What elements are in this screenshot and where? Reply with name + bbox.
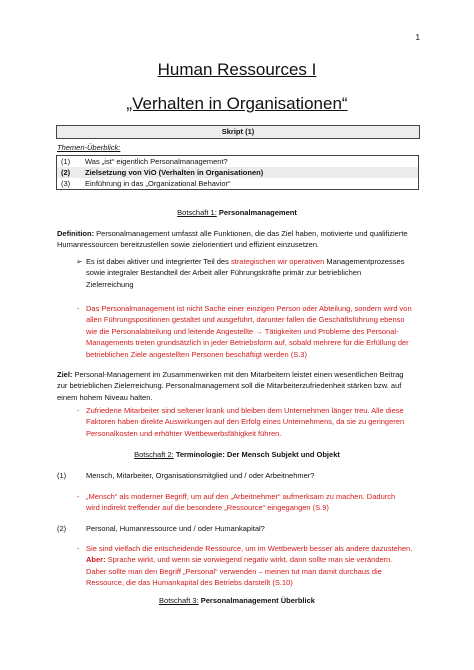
section-heading-1: [0, 208, 474, 217]
note-text: allen Führungspositionen gestaltet und ausgeführt, darunter fallen die Geschäftsführung ebenso: [86, 315, 405, 325]
bullet-text: sowie integraler Bestandteil der Arbeit aller Führungskräfte primär zur betrieblichen: [86, 268, 362, 278]
bullet-highlight: strategischen wir operativen: [230, 257, 325, 266]
theme-text: Zielsetzung von ViO (Verhalten in Organisationen): [85, 168, 264, 177]
arrow-bullet-icon: ➢: [76, 257, 83, 266]
definition-paragraph: [57, 228, 419, 251]
script-label-bar: Skript (1): [56, 125, 420, 139]
theme-number: (3): [61, 179, 71, 188]
note-paragraph: [86, 491, 420, 514]
note-paragraph: [86, 303, 420, 360]
section-title: Terminologie: Der Mensch Subjekt und Objekt: [175, 450, 340, 459]
dash-bullet: -: [77, 492, 80, 501]
dash-bullet: -: [77, 544, 80, 553]
note-text: „Mensch“ als moderner Begriff, um auf den „Arbeitnehmer“ aufmerksam zu machen. Dadurch: [86, 492, 396, 501]
goal-label: Ziel:: [57, 370, 73, 379]
section-label: Botschaft 1:: [177, 208, 217, 217]
note-text: Ressource, die das Humankapital des Betriebs darstellt (S.10): [86, 578, 293, 588]
note-text: Managements treten grundsätzlich in jeder Betriebsform auf, sobald mehrere für die Erfüllung der: [86, 338, 409, 348]
bullet-text: Managementprozesses: [324, 257, 405, 266]
section-title: Personalmanagement Überblick: [200, 596, 315, 605]
theme-item: [57, 178, 418, 189]
goal-text: einem hohem Niveau halten.: [57, 392, 153, 402]
question-number: (2): [57, 524, 67, 533]
theme-item: [57, 156, 418, 167]
bullet-paragraph: [86, 256, 420, 290]
goal-text: zur betrieblichen Zielerreichung. Personalmanagement soll die Mitarbeiterzufriedenheit stärken bzw. auf: [57, 381, 402, 391]
note-text: Personalkosten und erhöhter Wettbewerbsfähigkeit führen.: [86, 428, 282, 438]
note-text: Das Personalmanagement ist nicht Sache einer einzigen Person oder Abteilung, sondern wird von: [86, 304, 412, 313]
definition-text: Personalmanagement umfasst alle Funktionen, die das Ziel haben, motivierte und qualifizierte: [94, 229, 408, 238]
theme-text: Einführung in das „Organizational Behavior“: [85, 179, 231, 188]
section-label: Botschaft 3:: [159, 596, 199, 605]
page-number: 1: [415, 33, 420, 42]
dash-bullet: -: [77, 406, 80, 415]
question-number: (1): [57, 471, 67, 480]
note-text: Daher sollte man den Begriff „Personal“ verwenden – meinen tut man damit durchaus die: [86, 566, 382, 576]
theme-number: (1): [61, 157, 71, 166]
section-label: Botschaft 2:: [134, 450, 174, 459]
note-text: betrieblichen Ziele angestellten Personen beschäftigt werden (S.3): [86, 349, 307, 359]
note-text: Zufriedene Mitarbeiter sind seltener krank und bleiben dem Unternehmen länger treu. Alle diese: [86, 406, 404, 415]
theme-item: [57, 167, 418, 178]
theme-number: (2): [61, 168, 71, 177]
themes-box: [56, 155, 419, 190]
bullet-text: Zielerreichung: [86, 279, 134, 289]
themes-heading: Themen-Überblick:: [57, 143, 121, 152]
section-heading-3: [0, 596, 474, 605]
section-title: Personalmanagement: [218, 208, 297, 217]
goal-paragraph: [57, 369, 419, 403]
dash-bullet: -: [77, 304, 80, 313]
theme-text: Was „ist“ eigentlich Personalmanagement?: [85, 157, 228, 166]
note-paragraph: [86, 405, 420, 439]
note-text: Sie sind vielfach die entscheidende Ressource, um im Wettbewerb besser als andere dazustehen.: [86, 544, 413, 553]
question-text: Mensch, Mitarbeiter, Organisationsmitglied und / oder Arbeitnehmer?: [86, 471, 315, 480]
note-paragraph: [86, 543, 420, 589]
note-emphasis: Aber:: [86, 555, 106, 565]
section-heading-2: [0, 450, 474, 459]
goal-text: Personal-Management im Zusammenwirken mit den Mitarbeitern leistet einen wesentlichen Beitrag: [72, 370, 404, 379]
document-title: Human Ressources I: [157, 60, 317, 79]
document-subtitle: „Verhalten in Organisationen“: [126, 94, 348, 113]
definition-label: Definition:: [57, 229, 95, 238]
question-text: Personal, Humanressource und / oder Humankapital?: [86, 524, 265, 533]
note-text: Sprache wirkt, und wenn sie vorwiegend negativ wirkt, dann sollte man sie verändern.: [105, 555, 393, 565]
bullet-text: Es ist dabei aktiver und integrierter Teil des: [86, 257, 231, 266]
definition-text: Humanressourcen bereitzustellen sowie zielorientiert und effizient einzusetzen.: [57, 240, 320, 250]
note-text: wie die Personalabteilung und leitende Angestellte → Tätigkeiten und Probleme des Personal-: [86, 326, 399, 336]
note-text: wird indirekt treffender auf die besondere „Ressource“ eingegangen (S.9): [86, 503, 329, 513]
note-text: Faktoren haben direkte Auswirkungen auf den Erfolg eines Unternehmens, da sie zu geringeren: [86, 417, 405, 427]
